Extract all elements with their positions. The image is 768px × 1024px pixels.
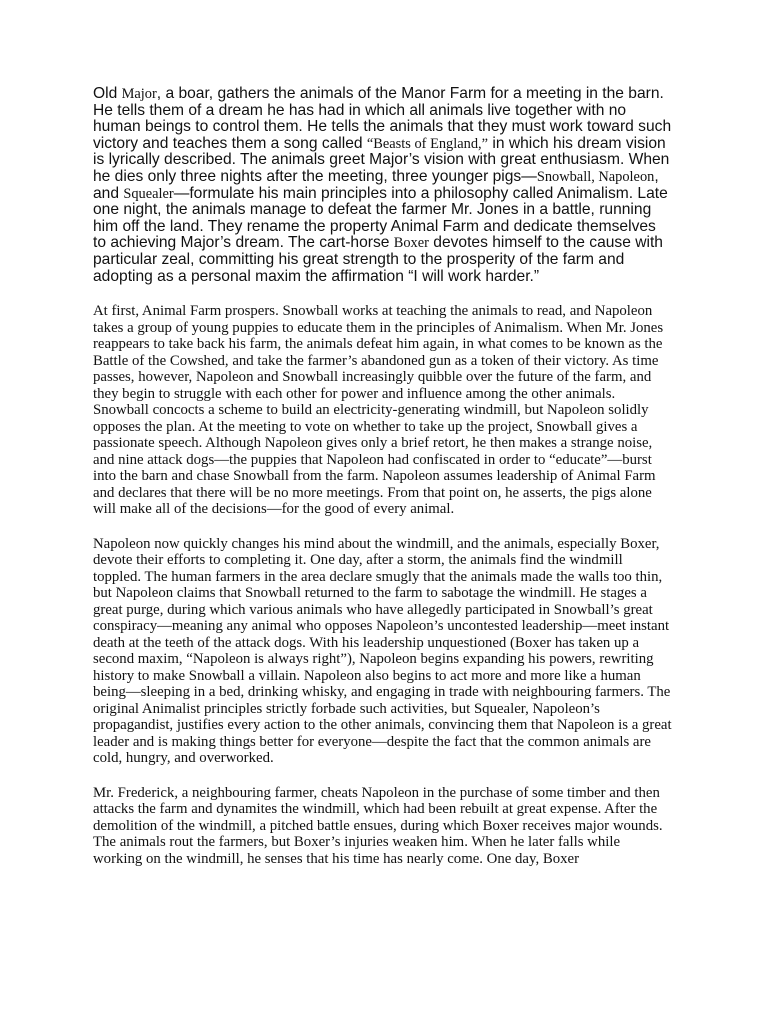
name-old-major: Major [121,86,157,102]
p1-text-1: Old [93,85,122,102]
paragraph-3: Napoleon now quickly changes his mind about the windmill, and the animals, especially Boxer, devote their efforts to completing it. One day, after a storm, the animals find the windmill toppled. The human farmers in the area declare smugly that the animals made the walls too thin, but Napoleon claims that Snowball returned to the farm to sabotage the windmill. He stages a great purge, during which various animals who have allegedly participated in Snowball’s great conspiracy—meaning any animal who opposes Napoleon’s uncontested leadership—meet instant death at the teeth of the attack dogs. With his leadership unquestioned (Boxer has taken up a second maxim, “Napoleon is always right”), Napoleon begins expanding his powers, rewriting history to make Snowball a villain. Napoleon also begins to act more and more like a human being—sleeping in a bed, drinking whisky, and engaging in trade with neighbouring farmers. The original Animalist principles strictly forbade such activities, but Squealer, Napoleon’s propagandist, justifies every action to the other animals, convincing them that Napoleon is a great leader and is making things better for everyone—despite the fact that the common animals are cold, hungry, and overworked. [93,535,672,767]
p1-text-3: in which his dream vision is lyrically described. The animals greet Major’s vision with great enthusiasm. When he dies only three nights after the meeting, three younger pigs— [93,134,670,185]
p1-text-5: —formulate his main principles into a philosophy called Animalism. Late one night, the animals manage to defeat the farmer Mr. Jones in a battle, running him off the land. They rename the property Animal Farm and dedicate themselves to achieving Major’s dream. The cart-horse [93,184,668,252]
p1-text-6: devotes himself to the cause with particular zeal, committing his great strength to the prosperity of the farm and adopting as a personal maxim the affirmation “I will work harder.” [93,234,663,285]
paragraph-4: Mr. Frederick, a neighbouring farmer, cheats Napoleon in the purchase of some timber and then attacks the farm and dynamites the windmill, which had been rebuilt at great expense. After the demolition of the windmill, a pitched battle ensues, during which Boxer receives major wounds. The animals rout the farmers, but Boxer’s injuries weaken him. When he later falls while working on the windmill, he senses that his time has nearly come. One day, Boxer [93,784,663,867]
name-squealer: Squealer [123,185,174,202]
p1-text-4: , and [93,167,659,202]
document-body [93,86,673,867]
name-boxer: Boxer [393,235,429,252]
paragraph-2: At first, Animal Farm prospers. Snowball works at teaching the animals to read, and Napoleon takes a group of young puppies to educate them in the principles of Animalism. When Mr. Jones reappears to take back his farm, the animals defeat him again, in what comes to be known as the Battle of the Cowshed, and take the farmer’s abandoned gun as a token of their victory. As time passes, however, Napoleon and Snowball increasingly quibble over the future of the farm, and they begin to struggle with each other for power and influence among the other animals. Snowball concocts a scheme to build an electricity-generating windmill, but Napoleon solidly opposes the plan. At the meeting to vote on whether to take up the project, Snowball gives a passionate speech. Although Napoleon gives only a brief retort, he then makes a strange noise, and nine attack dogs—the puppies that Napoleon had confiscated in order to “educate”—burst into the barn and chase Snowball from the farm. Napoleon assumes leadership of Animal Farm and declares that there will be no more meetings. From that point on, he asserts, the pigs alone will make all of the decisions—for the good of every animal. [93,303,664,518]
paragraph-1 [93,86,673,285]
name-pigs: Snowball, Napoleon [536,168,655,185]
song-title: “Beasts of England,” [366,135,489,152]
p1-text-2: , a boar, gathers the animals of the Manor Farm for a meeting in the barn. He tells them of a dream he has had in which all animals live together with no human beings to control them. He tells the animals that they must work toward such victory and teaches them a song called [93,85,672,152]
